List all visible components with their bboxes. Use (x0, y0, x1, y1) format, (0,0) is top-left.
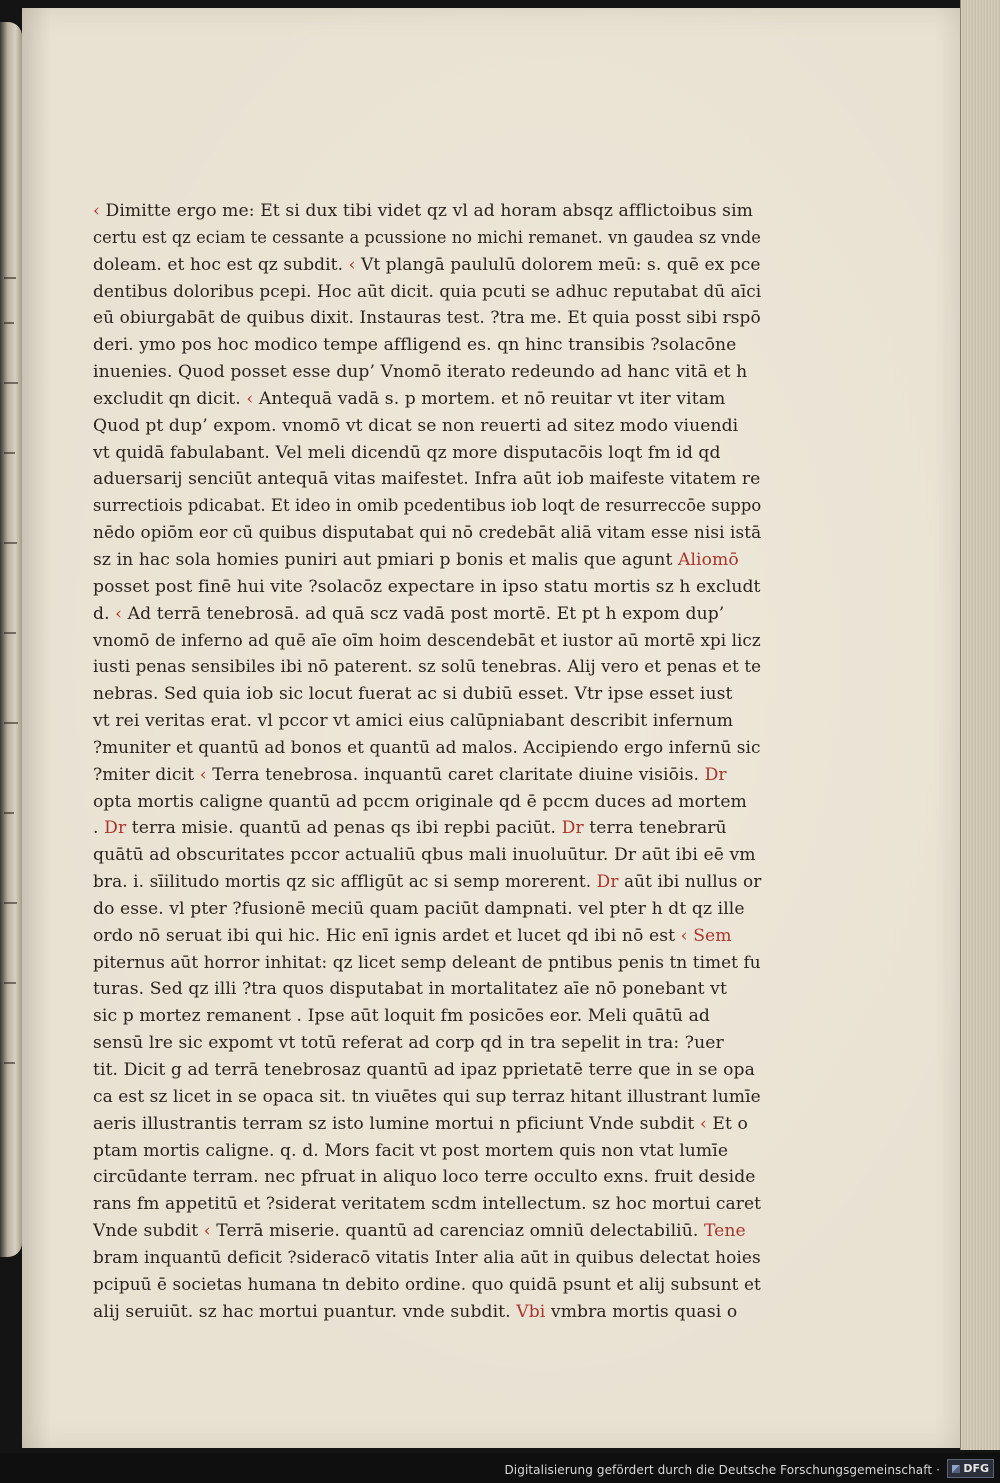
text-line (93, 466, 761, 493)
text-segment: Vt plangā paululū dolorem meū: s. quē ex pce (361, 254, 761, 275)
text-line (93, 762, 761, 789)
text-segment: Dimitte ergo me: (105, 201, 261, 221)
text-segment: eū obiurgabāt de quibus dixit. Instauras test. ?tra me. Et quia posst sibi rspō (93, 308, 761, 329)
dfg-logo-label: DFG (963, 1462, 989, 1475)
text-line (93, 305, 761, 332)
rubricated-text: ‹ (203, 1221, 217, 1242)
text-segment: sz in hac sola homies puniri aut pmiari p bonis et malis que agunt (93, 549, 678, 570)
text-segment: ca est sz licet in se opaca sit. tn viuētes qui sup terraz hitant illustrant lumīe (93, 1086, 761, 1107)
text-segment: quātū ad obscuritates pccor actualiū qbus mali inuoluūtur. Dr aūt ibi eē vm (93, 845, 756, 866)
text-segment: ordo nō seruat ibi qui hic. Hic enī ignis ardet et lucet qd ibi nō est (93, 925, 681, 946)
text-segment: Antequā vadā s. p mortem. et nō reuitar vt iter vitam (258, 388, 726, 409)
text-segment: ptam mortis caligne. q. d. Mors facit vt post mortem quis non vtat lumīe (93, 1140, 729, 1161)
book-fore-edge (960, 0, 1000, 1450)
text-segment: aeris illustrantis terram sz isto lumine mortui n pficiunt Vnde subdit (93, 1113, 700, 1134)
rubricated-text: Dr (104, 818, 127, 839)
text-segment: surrectiois pdicabat. Et ideo in omib pcedentibus iob loqt de resurreccōe suppo (93, 496, 762, 517)
text-line (93, 520, 762, 547)
text-line (93, 1272, 761, 1299)
rubricated-text: ‹ (199, 764, 213, 785)
text-line (93, 386, 761, 413)
text-segment: inuenies. Quod posset esse dup’ Vnomō iterato redeundo ad hanc vitā et h (93, 362, 748, 383)
text-segment: bram inquantū deficit ?sideracō vitatis Inter alia aūt in quibus delectat hoies (93, 1247, 761, 1268)
incunable-text-block (93, 198, 763, 1325)
text-line (93, 869, 762, 896)
text-segment: posset post finē hui vite ?solacōz expectare in ipso statu mortis sz h excludt (93, 576, 761, 597)
text-line (93, 842, 761, 869)
rubricated-text: Dr (561, 818, 584, 839)
rubricated-text: Aliomō (677, 549, 739, 570)
text-segment: d. (93, 603, 116, 624)
text-segment: . (93, 818, 105, 839)
text-line (93, 896, 761, 923)
rubricated-text: Dr (704, 764, 727, 785)
text-segment: aduersarij senciūt antequā vitas maifestet. Infra aūt iob maifeste vitatem re (93, 469, 761, 490)
text-line (93, 1057, 761, 1084)
text-line (93, 1111, 761, 1138)
text-line (93, 1030, 761, 1057)
text-line (93, 1218, 761, 1245)
text-line (93, 547, 761, 574)
text-line (93, 601, 761, 628)
text-segment: nebras. Sed quia iob sic locut fuerat ac si dubiū esset. Vtr ipse esset iust (93, 684, 733, 705)
rubricated-text: ‹ (348, 254, 362, 275)
text-segment: rans fm appetitū et ?siderat veritatem scdm intellectum. sz hoc mortui caret (93, 1194, 762, 1215)
text-segment: Et si dux tibi videt qz vl ad horam absqz afflictoibus sim (260, 201, 754, 221)
dfg-logo (947, 1459, 994, 1478)
text-segment: dentibus doloribus pcepi. Hoc aūt dicit. quia pcuti se adhuc reputabat dū aīci (93, 281, 762, 302)
text-line (93, 789, 761, 816)
text-segment: sensū lre sic expomt vt totū referat ad corp qd in tra sepelit in tra: ?uer (93, 1033, 724, 1054)
text-line (93, 1245, 761, 1272)
text-segment: aūt ibi nullus or (618, 872, 762, 893)
text-segment: Terra tenebrosa. inquantū caret claritate diuine visiōis. (212, 764, 705, 785)
text-line (93, 225, 761, 252)
rubricated-text: Dr (596, 872, 619, 893)
text-segment: Vnde subdit (93, 1221, 204, 1242)
text-segment: alij seruiūt. sz hac mortui puantur. vnde subdit. (93, 1301, 517, 1322)
text-line (93, 413, 761, 440)
rubricated-text: ‹ (246, 388, 259, 409)
funding-credit: Digitalisierung gefördert durch die Deutsche Forschungsgemeinschaft · (504, 1463, 940, 1477)
rubricated-text: Vbi (516, 1301, 546, 1322)
text-segment: Terrā miserie. quantū ad carenciaz omniū delectabiliū. (216, 1221, 704, 1242)
text-line (93, 708, 761, 735)
rubricated-text: ‹ (115, 603, 128, 624)
text-segment: doleam. et hoc est qz subdit. (93, 254, 349, 275)
text-line (93, 1191, 762, 1218)
text-line (93, 815, 761, 842)
text-segment: Quod pt dup’ expom. vnomō vt dicat se non reuerti ad sitez modo viuendi (93, 415, 739, 436)
text-segment: terra misie. quantū ad penas qs ibi repbi paciūt. (126, 818, 562, 839)
text-segment: vmbra mortis quasi o (545, 1301, 738, 1322)
text-line (93, 359, 761, 386)
text-segment: Ad terrā tenebrosā. ad quā scz vadā post mortē. Et pt h expom dup’ (127, 603, 725, 624)
rubricated-text: Tene (703, 1221, 746, 1242)
text-segment: turas. Sed qz illi ?tra quos disputabat in mortalitatez aīe nō ponebant vt (93, 979, 727, 1000)
text-line (93, 1164, 761, 1191)
text-line (93, 440, 761, 467)
previous-page-edge (0, 22, 22, 1257)
text-segment: vt quidā fabulabant. Vel meli dicendū qz more disputacōis loqt fm id qd (93, 442, 721, 463)
text-segment: piternus aūt horror inhitat: qz licet semp deleant de pntibus penis tn timet fu (93, 952, 761, 973)
text-segment: vnomō de inferno ad quē aīe oīm hoim descendebāt et iustor aū mortē xpi licz (93, 630, 761, 651)
rubricated-text: ‹ (699, 1113, 713, 1134)
text-segment: vt rei veritas erat. vl pccor vt amici eius calūpniabant describit infernum (93, 711, 734, 732)
text-line (93, 252, 761, 279)
dfg-mark-icon (952, 1465, 960, 1473)
rubricated-text: Sem (693, 925, 732, 946)
text-line (93, 1084, 761, 1111)
text-line (93, 628, 761, 655)
text-segment: opta mortis caligne quantū ad pccm originale qd ē pccm duces ad mortem (93, 791, 747, 812)
text-segment: ?muniter et quantū ad bonos et quantū ad malos. Accipiendo ergo infernū sic (93, 737, 761, 758)
text-segment: terra tenebrarū (583, 818, 727, 839)
text-segment: Et o (712, 1113, 748, 1134)
text-segment: circūdante terram. nec pfruat in aliquo loco terre occulto exns. fruit deside (93, 1167, 756, 1188)
text-line (93, 654, 762, 681)
text-segment: bra. i. sīilitudo mortis qz sic affligūt ac si semp morerent. (93, 872, 597, 893)
footer-bar (0, 1453, 1000, 1483)
text-segment: pcipuū ē societas humana tn debito ordine. quo quidā psunt et alij subsunt et (93, 1274, 761, 1295)
text-segment: sic p mortez remanent . Ipse aūt loquit fm posicōes eor. Meli quātū ad (93, 1006, 710, 1027)
text-line (93, 681, 761, 708)
text-segment: ?miter dicit (93, 764, 200, 785)
text-line (93, 279, 762, 306)
text-line (93, 923, 761, 950)
rubricated-text: ‹ (93, 201, 106, 221)
text-line (93, 574, 761, 601)
text-line (93, 493, 762, 520)
text-line (93, 198, 761, 225)
text-segment: do esse. vl pter ?fusionē meciū quam paciūt dampnati. vel pter h dt qz ille (93, 898, 745, 919)
text-segment: excludit qn dicit. (93, 388, 247, 409)
text-segment: certu est qz eciam te cessante a pcussione no michi remanet. vn gaudea sz vnde (93, 227, 761, 248)
text-line (93, 332, 761, 359)
text-segment: tit. Dicit g ad terrā tenebrosaz quantū ad ipaz pprietatē terre que in se opa (93, 1060, 755, 1080)
text-segment: deri. ymo pos hoc modico tempe affligend es. qn hinc transibis ?solacōne (93, 335, 737, 356)
text-segment: nēdo opiōm eor cū quibus disputabat qui nō credebāt aliā vitam esse nisi istā (93, 523, 762, 544)
text-line (93, 1138, 761, 1165)
rubricated-text: ‹ (680, 925, 694, 946)
text-line (93, 1003, 761, 1030)
text-line (93, 950, 761, 977)
text-line (93, 976, 761, 1003)
text-line (93, 735, 761, 762)
text-segment: iusti penas sensibiles ibi nō paterent. sz solū tenebras. Alij vero et penas et te (93, 657, 762, 678)
text-line (93, 1299, 761, 1326)
